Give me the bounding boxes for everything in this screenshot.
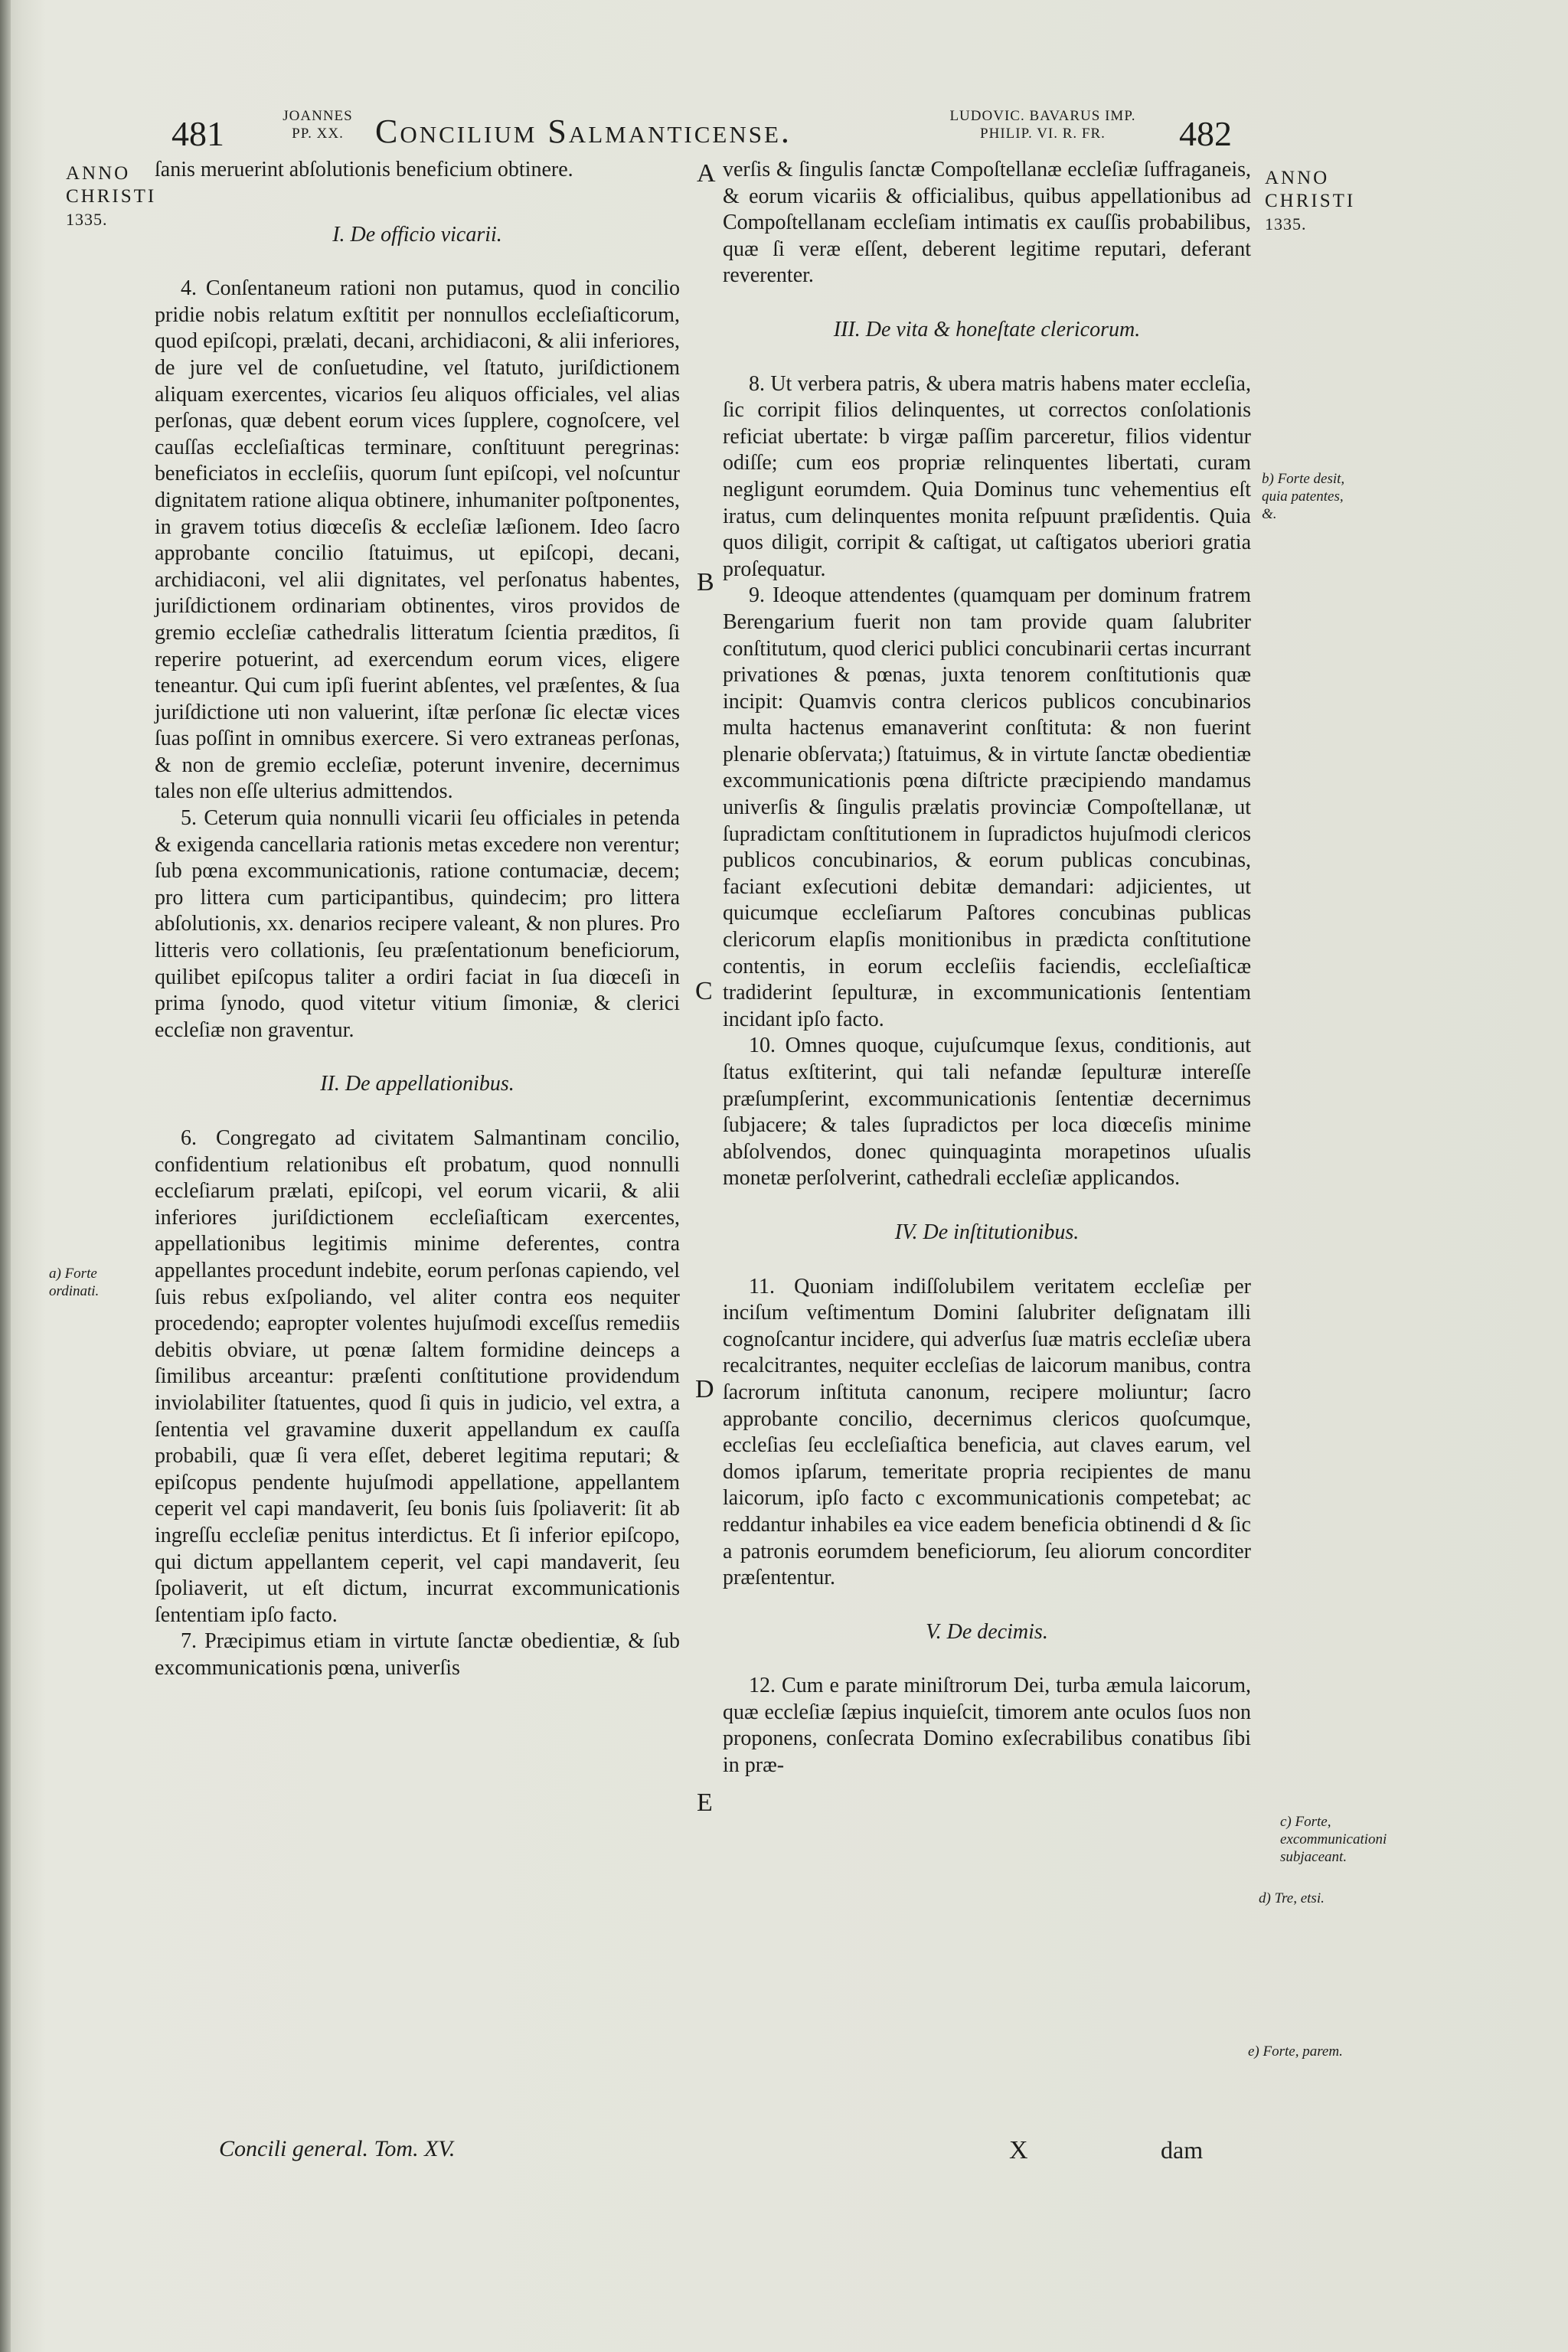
section-heading	[155, 222, 680, 249]
paragraph-intro: ſanis meruerint abſolutionis beneficium obtinere.	[155, 158, 573, 181]
footer-volume: Concili general. Tom. XV.	[219, 2136, 456, 2161]
anno-label: ANNO	[1265, 168, 1330, 188]
year-label: 1335.	[66, 210, 108, 229]
section-heading	[723, 1220, 1251, 1246]
margin-note-d: d) Tre, etsi.	[1259, 1890, 1325, 1906]
section-heading	[723, 1619, 1251, 1646]
gutter-letter-c: C	[695, 977, 713, 1005]
section-heading-text: V. De decimis.	[926, 1619, 1048, 1644]
paragraph-8: 8. Ut verbera patris, & ubera matris habens mater eccleſia, ſic corripit filios delinquentes, ut correctos conſolationis reficiat ubertate: b virgæ paſſim parceretur, filios videntur odiſſe; cum eos propriæ relinquentes libertati, curam negligunt eorumdem. Quia Dominus tunc vehementius eſt iratus, cum delinquentes monita reſpuunt præſidentis. Quia quos diligit, corripit & caſtigat, ut caſtigatos uberiori gratia proſequatur.	[723, 371, 1251, 581]
year-label: 1335.	[1265, 214, 1307, 234]
gutter-letter-a: A	[697, 159, 716, 188]
christi-label: CHRISTI	[66, 186, 157, 207]
paragraph-7: 7. Præcipimus etiam in virtute ſanctæ obedientiæ, & ſub excommunicationis pœna, univerſis	[155, 1629, 680, 1680]
left-page-number: 481	[172, 114, 224, 153]
paragraph-5: 5. Ceterum quia nonnulli vicarii ſeu officiales in petenda & exigenda cancellaria rationis metas excedere non verentur; ſub pœna excommunicationis, ratione contumaciæ, decem; pro littera cum participantibus, quindecim; pro littera abſolutionis, xx. denarios recipere valeant, & non plures. Pro litteris vero collationis, ſeu præſentationum beneficiorum, quilibet epiſcopus taliter a ordiri faciat in ſua diœceſi in prima ſynodo, quod vitetur vitium ſimoniæ, & clerici eccleſiæ non graventur.	[155, 806, 680, 1042]
left-margin-year	[66, 162, 156, 231]
margin-note-c: c) Forte, excommunicationi subjaceant.	[1280, 1814, 1387, 1865]
right-page-number: 482	[1179, 114, 1232, 153]
section-heading-text: III. De vita & honeſtate clericorum.	[833, 317, 1141, 341]
margin-note-b: b) Forte desit, quia patentes, &.	[1262, 471, 1345, 522]
section-heading	[155, 1071, 680, 1098]
left-column	[155, 157, 680, 1681]
right-margin-year	[1265, 167, 1355, 236]
section-heading-text: IV. De inſtitutionibus.	[894, 1220, 1080, 1244]
margin-note-a: a) Forte ordinati.	[49, 1266, 100, 1299]
paragraph-4: 4. Conſentaneum rationi non putamus, quod in concilio pridie nobis relatum exſtitit per nonnullos eccleſiaſticorum, quod epiſcopi, prælati, decani, archidiaconi, & alii inferiores, de jure vel de conſuetudine, vel ſtatuto, juriſdictionem aliquam exercentes, vicarios ſeu aliquos officiales, vel alias perſonas, quæ debent eorum vices ſupplere, cognoſcere, vel cauſſas eccleſiaſticas terminare, conſtituunt peregrinas: beneficiatos in eccleſiis, quorum ſunt epiſcopi, vel noſcuntur dignitatem ratione aliqua obtinere, inhumaniter poſtponentes, in gravem totius diœceſis & eccleſiæ læſionem. Ideo ſacro approbante concilio ſtatuimus, ut epiſcopi, decani, archidiaconi, vel alii dignitates, vel perſonatus habentes, juriſdictionem ordinariam obtinentes, viros providos de gremio eccleſiæ cathedralis litteratum ſcientia præditos, ſi reperire potuerint, ad exercendum eorum vices, eligere teneantur. Qui cum ipſi fuerint abſentes, vel præſentes, & ſua juriſdictione uti non valuerint, iſtæ perſonæ ſic electæ vices ſuas poſſint in omnibus exercere. Si vero extraneas perſonas, & non de gremio eccleſiæ, poterunt invenire, decernimus tales non eſſe ulterius admittendos.	[155, 276, 680, 804]
gutter-letter-d: D	[695, 1375, 714, 1403]
running-title: Concilium Salmanticense.	[375, 113, 792, 150]
section-heading	[723, 317, 1251, 344]
paragraph-intro: verſis & ſingulis ſanctæ Compoſtellanæ eccleſiæ ſuffraganeis, & eorum vicariis & officialibus, quibus appellationibus ad Compoſtellanam eccleſiam intimatis ex cauſſis probabilibus, quæ ſi veræ eſſent, deberent legitime reputari, deferant reverenter.	[723, 158, 1251, 288]
paragraph-6: 6. Congregato ad civitatem Salmantinam concilio, confidentium relationibus eſt probatum, quod nonnulli eccleſiarum prælati, epiſcopi, vel eorum vicarii, & alii inferiores juriſdictionem eccleſiaſticam exercentes, appellationibus legitimis minime deferentes, contra appellantes procedunt indebite, eorum perſonas capiendo, vel ſuis rebus exſpoliando, vel aliter contra eos nequiter procedendo; eapropter volentes hujuſmodi exceſſus remediis debitis obviare, ut pœnæ ſaltem formidine deinceps a ſimilibus arceantur: præſenti conſtitutione providendum inviolabiliter ſtatuentes, quod ſi quis in judicio, vel extra, a ſententia vel gravamine duxerit appellandum ex cauſſa probabili, quæ ſi vera eſſet, deberet legitima reputari; & epiſcopus pendente hujuſmodi appellatione, appellantem ceperit vel capi mandaverit, ſeu bonis ſuis ſpoliaverit: ſit ab ingreſſu eccleſiæ penitus interdictus. Et ſi inferior epiſcopo, qui dictum appellantem ceperit, vel capi mandaverit, ſeu ſpoliaverit, ut eſt dictum, incurrat excommunicationis ſententiam ipſo facto.	[155, 1126, 680, 1627]
paragraph-12: 12. Cum e parate miniſtrorum Dei, turba æmula laicorum, quæ eccleſiæ ſæpius inquieſcit, timorem ante oculos ſuos non proponens, conſecrata Domino exſecrabilibus conatibus ſibi in præ-	[723, 1674, 1251, 1778]
anno-label: ANNO	[66, 163, 131, 184]
gutter-letter-b: B	[697, 568, 714, 596]
paragraph-11: 11. Quoniam indiſſolubilem veritatem eccleſiæ per inciſum veſtimentum Domini ſalubriter deſignatam illi cognoſcantur incidere, qui adverſus ſuæ matris eccleſiæ ubera recalcitrantes, nequiter eccleſias de laicorum manibus, contra ſacrorum inſtituta canonum, recipere moliuntur; ſacro approbante concilio, decernimus clericos quoſcumque, eccleſias ſeu eccleſiaſtica beneficia, aut claves earum, vel domos ipſarum, temeritate propria recipientes de manu laicorum, ipſo facto c excommunicationis competebat; ac reddantur inhabiles ea vice eadem beneficia obtinendi d & ſic a patronis eorumdem beneficiorum, ſeu aliorum concorditer præſententur.	[723, 1274, 1251, 1590]
book-spine	[0, 0, 11, 2352]
signature-mark: X	[1009, 2136, 1028, 2164]
section-heading-text: II. De appellationibus.	[320, 1072, 514, 1096]
header-ruler: LUDOVIC. BAVARUS IMP. PHILIP. VI. R. FR.	[949, 108, 1136, 142]
gutter-letter-e: E	[697, 1788, 713, 1817]
paragraph-10: 10. Omnes quoque, cujuſcumque ſexus, conditionis, aut ſtatus exſtiterint, qui tali nefandæ ſepulturæ intereſſe præſumpſerint, excommunicationis ſententiæ decernimus ſubjacere; & tales ſupradictos per loca diœceſis minime abſolvendos, donec quinquaginta morapetinos uſualis monetæ perſolverint, cathedrali eccleſiæ applicandos.	[723, 1034, 1251, 1191]
section-heading-text: I. De officio vicarii.	[332, 222, 502, 247]
header-pope: JOANNES PP. XX.	[283, 108, 353, 142]
margin-note-e: e) Forte, parem.	[1248, 2043, 1343, 2060]
catchword: dam	[1161, 2136, 1204, 2164]
right-column	[723, 157, 1251, 1779]
paragraph-9: 9. Ideoque attendentes (quamquam per dominum fratrem Berengarium fuerit non tam provide quam ſalubriter conſtitutum, quod clerici publici concubinarii certas incurrant privationes & pœnas, juxta tenorem conſtitutionis quæ incipit: Quamvis contra clericos publicos concubinarios multa hactenus emanaverint conſtituta: & non fuerint plenarie obſervata;) ſtatuimus, & in virtute ſanctæ obedientiæ excommunicationis pœna diſtricte præcipiendo mandamus univerſis & ſingulis prælatis provinciæ Compoſtellanæ, ut ſupradictam conſtitutionem in ſupradictos hujuſmodi clericos publicos concubinarios, & eorum publicas concubinas, faciant exſecutioni debitæ demandari: adjicientes, ut quicumque eccleſiarum Paſtores concubinas publicas clericorum elapſis monitionibus in prædicta conſtitutione contentis, in eorum eccleſiis faciendis, eccleſiaſticæ tradiderint ſepulturæ, in excommunicationis ſententiam incidant ipſo facto.	[723, 583, 1251, 1031]
christi-label: CHRISTI	[1265, 191, 1356, 211]
